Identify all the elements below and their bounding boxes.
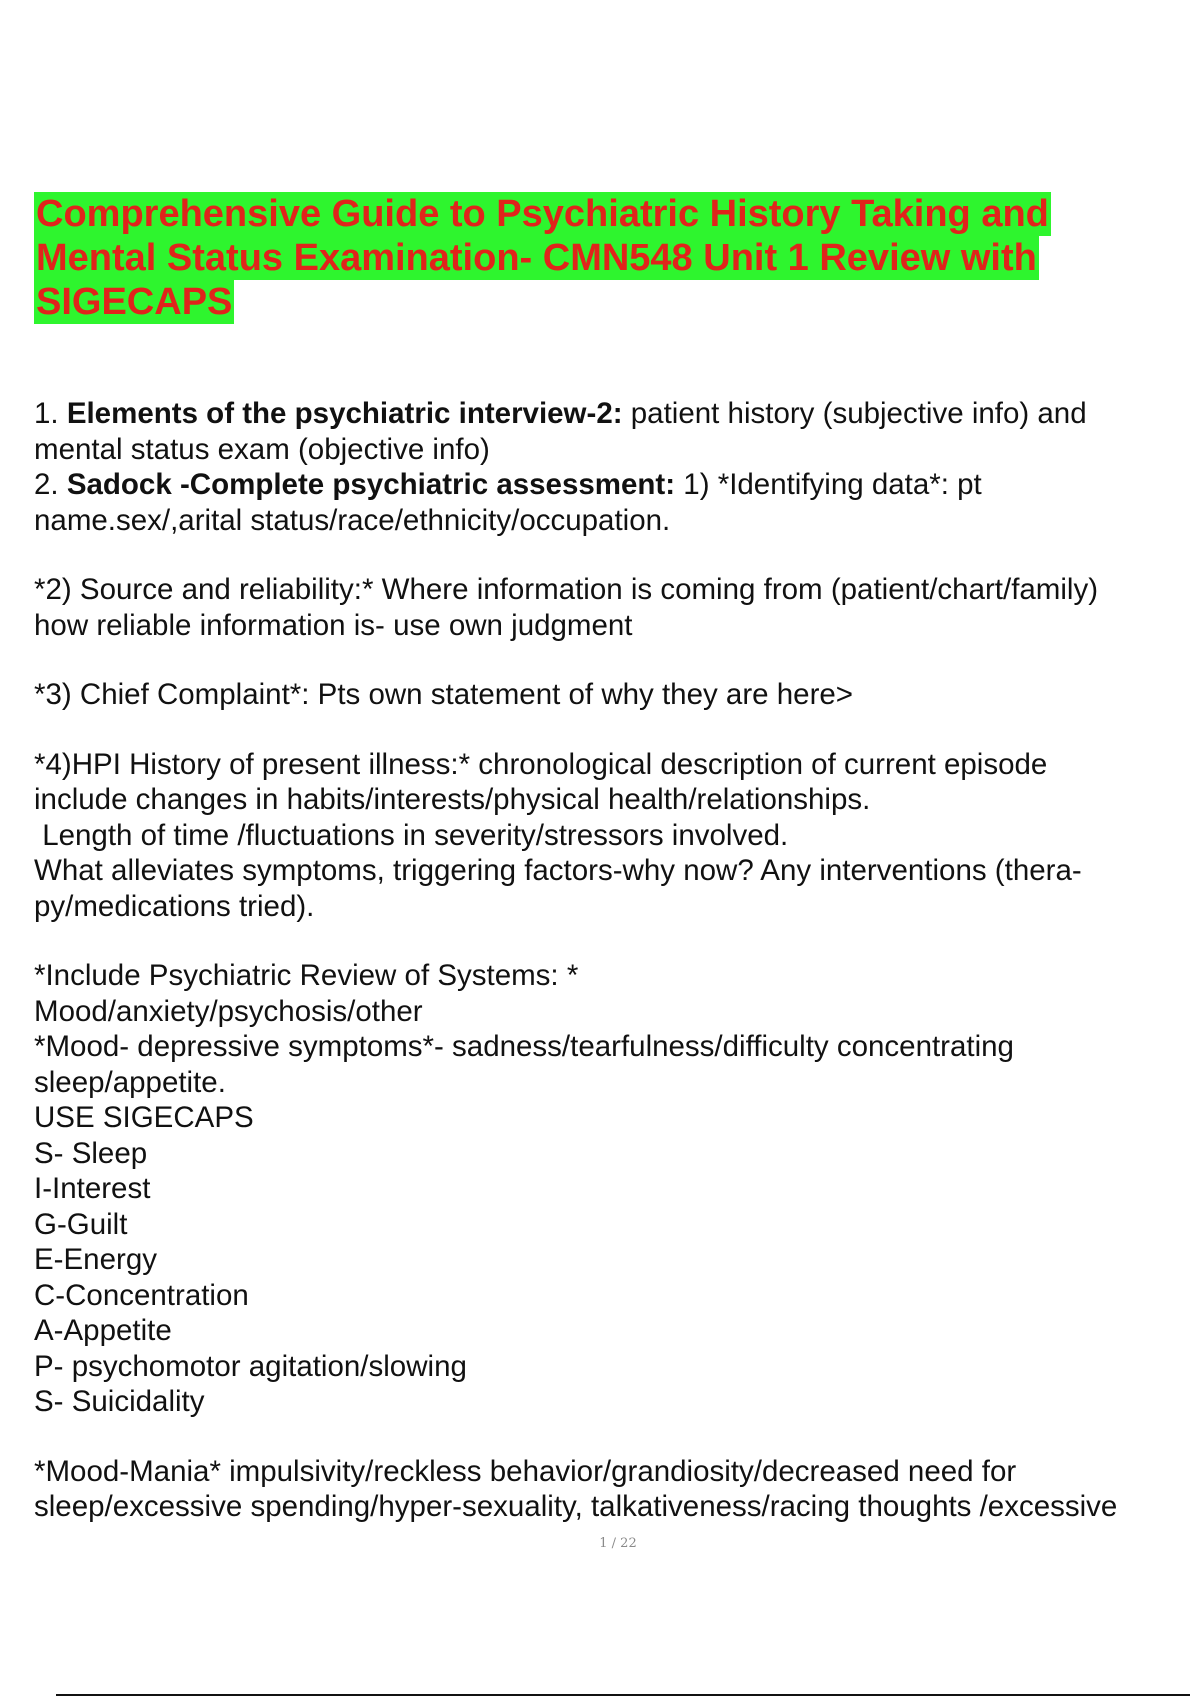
item-2-number: 2. <box>34 468 59 501</box>
hpi-line: *4)HPI History of present illness:* chronological description of current episode <box>34 747 1048 781</box>
document-title <box>34 192 1134 324</box>
sigecaps-item: C-Concentration <box>34 1278 249 1312</box>
item-1-label: Elements of the psychiatric interview-2: <box>66 397 623 430</box>
review-line: USE SIGECAPS <box>34 1101 254 1134</box>
hpi-line: What alleviates symptoms, triggering factors-why now? Any interventions (thera- <box>34 854 1082 887</box>
hpi-line: Length of time /fluctuations in severity/stressors involved. <box>34 818 789 852</box>
mania-line: *Mood-Mania* impulsivity/reckless behavior/grandiosity/decreased need for <box>34 1454 1017 1488</box>
title-line: Mental Status Examination- CMN548 Unit 1 Review with <box>36 237 1037 279</box>
chief-complaint-line: *3) Chief Complaint*: Pts own statement of why they are here> <box>34 678 854 711</box>
sigecaps-item: S- Suicidality <box>34 1385 205 1418</box>
hpi-line: py/medications tried). <box>34 889 315 923</box>
sigecaps-item: I-Interest <box>34 1172 151 1205</box>
review-line: Mood/anxiety/psychosis/other <box>34 994 423 1028</box>
sigecaps-item: E-Energy <box>34 1243 157 1276</box>
source-line: *2) Source and reliability:* Where information is coming from (patient/chart/family) <box>34 573 1099 606</box>
sigecaps-item: G-Guilt <box>34 1207 128 1241</box>
source-line: how reliable information is- use own judgment <box>34 608 633 642</box>
page-number: 1 / 22 <box>599 1536 637 1551</box>
title-line: Comprehensive Guide to Psychiatric History Taking and <box>36 193 1049 235</box>
document-body <box>34 396 1194 1525</box>
footer-divider <box>56 1694 1190 1696</box>
title-line: SIGECAPS <box>36 281 233 323</box>
sigecaps-item: P- psychomotor agitation/slowing <box>34 1349 467 1383</box>
review-line: *Include Psychiatric Review of Systems: * <box>34 959 579 992</box>
item-1-number: 1. <box>34 397 59 430</box>
review-line: *Mood- depressive symptoms*- sadness/tearfulness/difficulty concentrating <box>34 1030 1014 1063</box>
hpi-line: include changes in habits/interests/physical health/relationships. <box>34 783 871 816</box>
item-2-line <box>34 467 1194 503</box>
review-line: sleep/appetite. <box>34 1065 226 1099</box>
item-2-label: Sadock -Complete psychiatric assessment: <box>66 468 676 501</box>
sigecaps-item: S- Sleep <box>34 1136 148 1170</box>
item-1-text: patient history (subjective info) and <box>630 397 1087 430</box>
item-1-continuation: mental status exam (objective info) <box>34 432 490 466</box>
mania-line: sleep/excessive spending/hyper-sexuality, talkativeness/racing thoughts /excessive <box>34 1490 1118 1523</box>
item-2-continuation: name.sex/,arital status/race/ethnicity/occupation. <box>34 503 671 537</box>
item-2-text: 1) *Identifying data*: pt <box>683 468 982 501</box>
item-1-line <box>34 396 1194 432</box>
sigecaps-item: A-Appetite <box>34 1314 172 1347</box>
